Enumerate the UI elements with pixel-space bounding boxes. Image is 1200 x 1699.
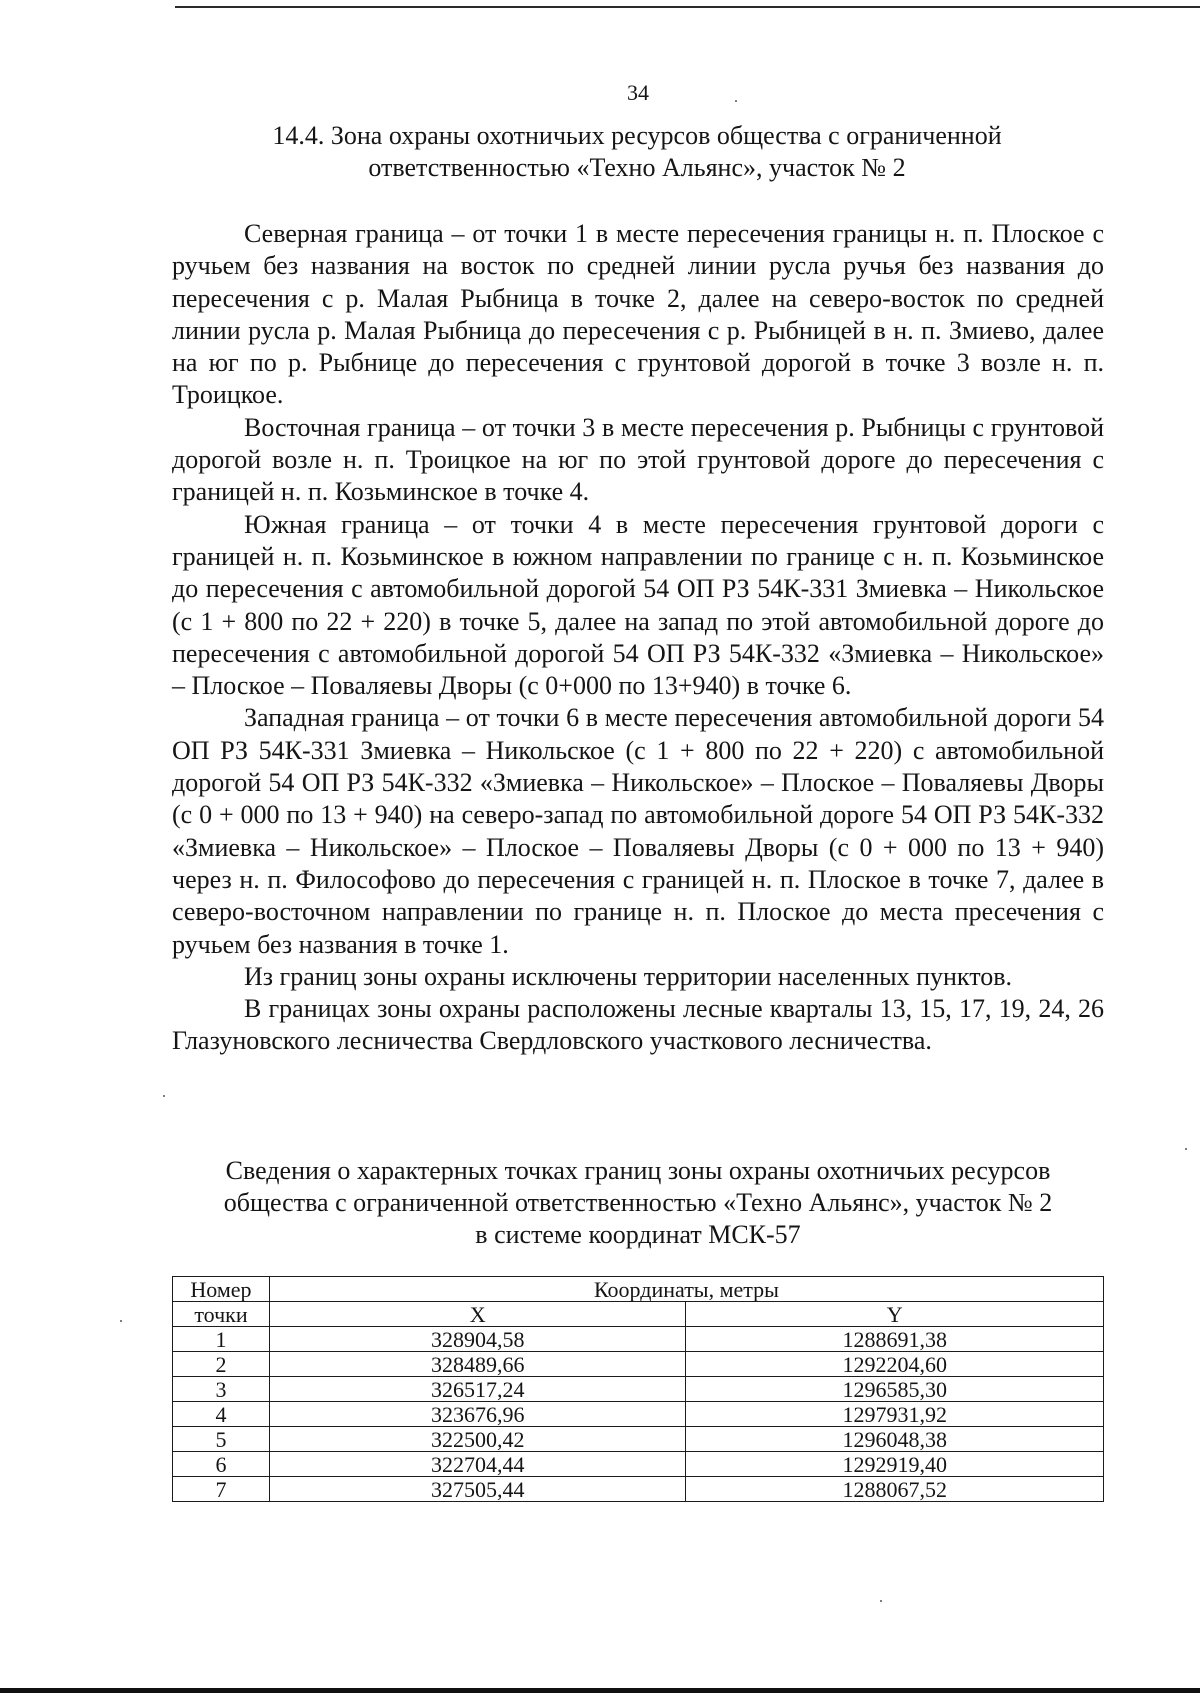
east-boundary-paragraph: Восточная граница – от точки 3 в месте пересечения р. Рыбницы с грунтовой дорогой возле н. п. Троицкое на юг по этой грунтовой дороге до пересечения с границей н. п. Козьминское в точке 4. (172, 412, 1104, 507)
y-coordinate: 1288067,52 (686, 1477, 1104, 1502)
y-coordinate: 1292204,60 (686, 1352, 1104, 1377)
scan-speck (120, 1320, 122, 1322)
table-caption-line: общества с ограниченной ответственностью «Техно Альянс», участок № 2 (223, 1188, 1053, 1217)
header-coordinates: Координаты, метры (269, 1277, 1103, 1302)
page-number: 34 (627, 80, 649, 105)
table-row (173, 1377, 1104, 1402)
header-point-number: Номер (173, 1277, 270, 1302)
bottom-scan-border (0, 1688, 1200, 1693)
point-number: 3 (173, 1377, 270, 1402)
table-row (173, 1427, 1104, 1452)
scan-speck (735, 100, 737, 102)
table-subheader-row (173, 1302, 1104, 1327)
table-row (173, 1452, 1104, 1477)
x-coordinate: 323676,96 (269, 1402, 686, 1427)
coordinates-table (172, 1276, 1104, 1502)
top-scan-border (175, 6, 1200, 8)
scan-speck (880, 1600, 882, 1602)
exclusion-paragraph: Из границ зоны охраны исключены территории населенных пунктов. (244, 961, 1013, 991)
forest-quarters-paragraph: В границах зоны охраны расположены лесные кварталы 13, 15, 17, 19, 24, 26 Глазуновского лесничества Свердловского участкового лесничества. (172, 994, 1104, 1056)
west-boundary-paragraph: Западная граница – от точки 6 в месте пересечения автомобильной дороги 54 ОП РЗ 54К-331 Змиевка – Никольское (с 1 + 800 по 22 + 220) с автомобильной дорогой 54 ОП РЗ 54К-332 «Змиевка – Никольское» – Плоское – Поваляевы Дворы (с 0 + 000 по 13 + 940) на северо-запад по автомобильной дороге 54 ОП РЗ 54К-332 «Змиевка – Никольское» – Плоское – Поваляевы Дворы (с 0 + 000 по 13 + 940) через н. п. Философово до пересечения с границей н. п. Плоское в точке 7, далее в северо-восточном направлении по границе н. п. Плоское до места пресечения с ручьем без названия в точке 1. (172, 703, 1104, 959)
table-row (173, 1352, 1104, 1377)
table-caption (172, 1155, 1104, 1251)
scan-speck (1185, 1148, 1187, 1150)
section-title-line: ответственностью «Техно Альянс», участок № 2 (368, 153, 906, 182)
header-y: Y (686, 1302, 1104, 1327)
header-point-number-cont: точки (173, 1302, 270, 1327)
section-title-line: 14.4. Зона охраны охотничьих ресурсов общества с ограниченной (272, 121, 1002, 150)
table-caption-line: Сведения о характерных точках границ зоны охраны охотничьих ресурсов (225, 1156, 1051, 1185)
x-coordinate: 322704,44 (269, 1452, 686, 1477)
point-number: 1 (173, 1327, 270, 1352)
x-coordinate: 328489,66 (269, 1352, 686, 1377)
point-number: 4 (173, 1402, 270, 1427)
x-coordinate: 326517,24 (269, 1377, 686, 1402)
y-coordinate: 1288691,38 (686, 1327, 1104, 1352)
point-number: 5 (173, 1427, 270, 1452)
table-header-row (173, 1277, 1104, 1302)
section-title (172, 120, 1102, 184)
x-coordinate: 327505,44 (269, 1477, 686, 1502)
table-row (173, 1402, 1104, 1427)
north-boundary-paragraph: Северная граница – от точки 1 в месте пересечения границы н. п. Плоское с ручьем без названия на восток по средней линии русла ручья без названия до пересечения с р. Малая Рыбница в точке 2, далее на северо-восток по средней линии русла р. Малая Рыбница до пересечения с р. Рыбницей в н. п. Змиево, далее на юг по р. Рыбнице до пересечения с грунтовой дорогой в точке 3 возле н. п. Троицкое. (172, 219, 1104, 410)
table-row (173, 1327, 1104, 1352)
table-row (173, 1477, 1104, 1502)
point-number: 6 (173, 1452, 270, 1477)
y-coordinate: 1296585,30 (686, 1377, 1104, 1402)
x-coordinate: 322500,42 (269, 1427, 686, 1452)
y-coordinate: 1297931,92 (686, 1402, 1104, 1427)
y-coordinate: 1296048,38 (686, 1427, 1104, 1452)
boundary-description (172, 218, 1104, 1058)
header-x: X (269, 1302, 686, 1327)
point-number: 2 (173, 1352, 270, 1377)
x-coordinate: 328904,58 (269, 1327, 686, 1352)
scan-speck (163, 1095, 165, 1097)
point-number: 7 (173, 1477, 270, 1502)
table-caption-line: в системе координат МСК-57 (475, 1220, 801, 1249)
y-coordinate: 1292919,40 (686, 1452, 1104, 1477)
south-boundary-paragraph: Южная граница – от точки 4 в месте пересечения грунтовой дороги с границей н. п. Козьминское в южном направлении по границе с н. п. Козьминское до пересечения с автомобильной дорогой 54 ОП РЗ 54К-331 Змиевка – Никольское (с 1 + 800 по 22 + 220) в точке 5, далее на запад по этой автомобильной дороге до пересечения с автомобильной дорогой 54 ОП РЗ 54К-332 «Змиевка – Никольское» – Плоское – Поваляевы Дворы (с 0+000 по 13+940) в точке 6. (172, 509, 1104, 701)
